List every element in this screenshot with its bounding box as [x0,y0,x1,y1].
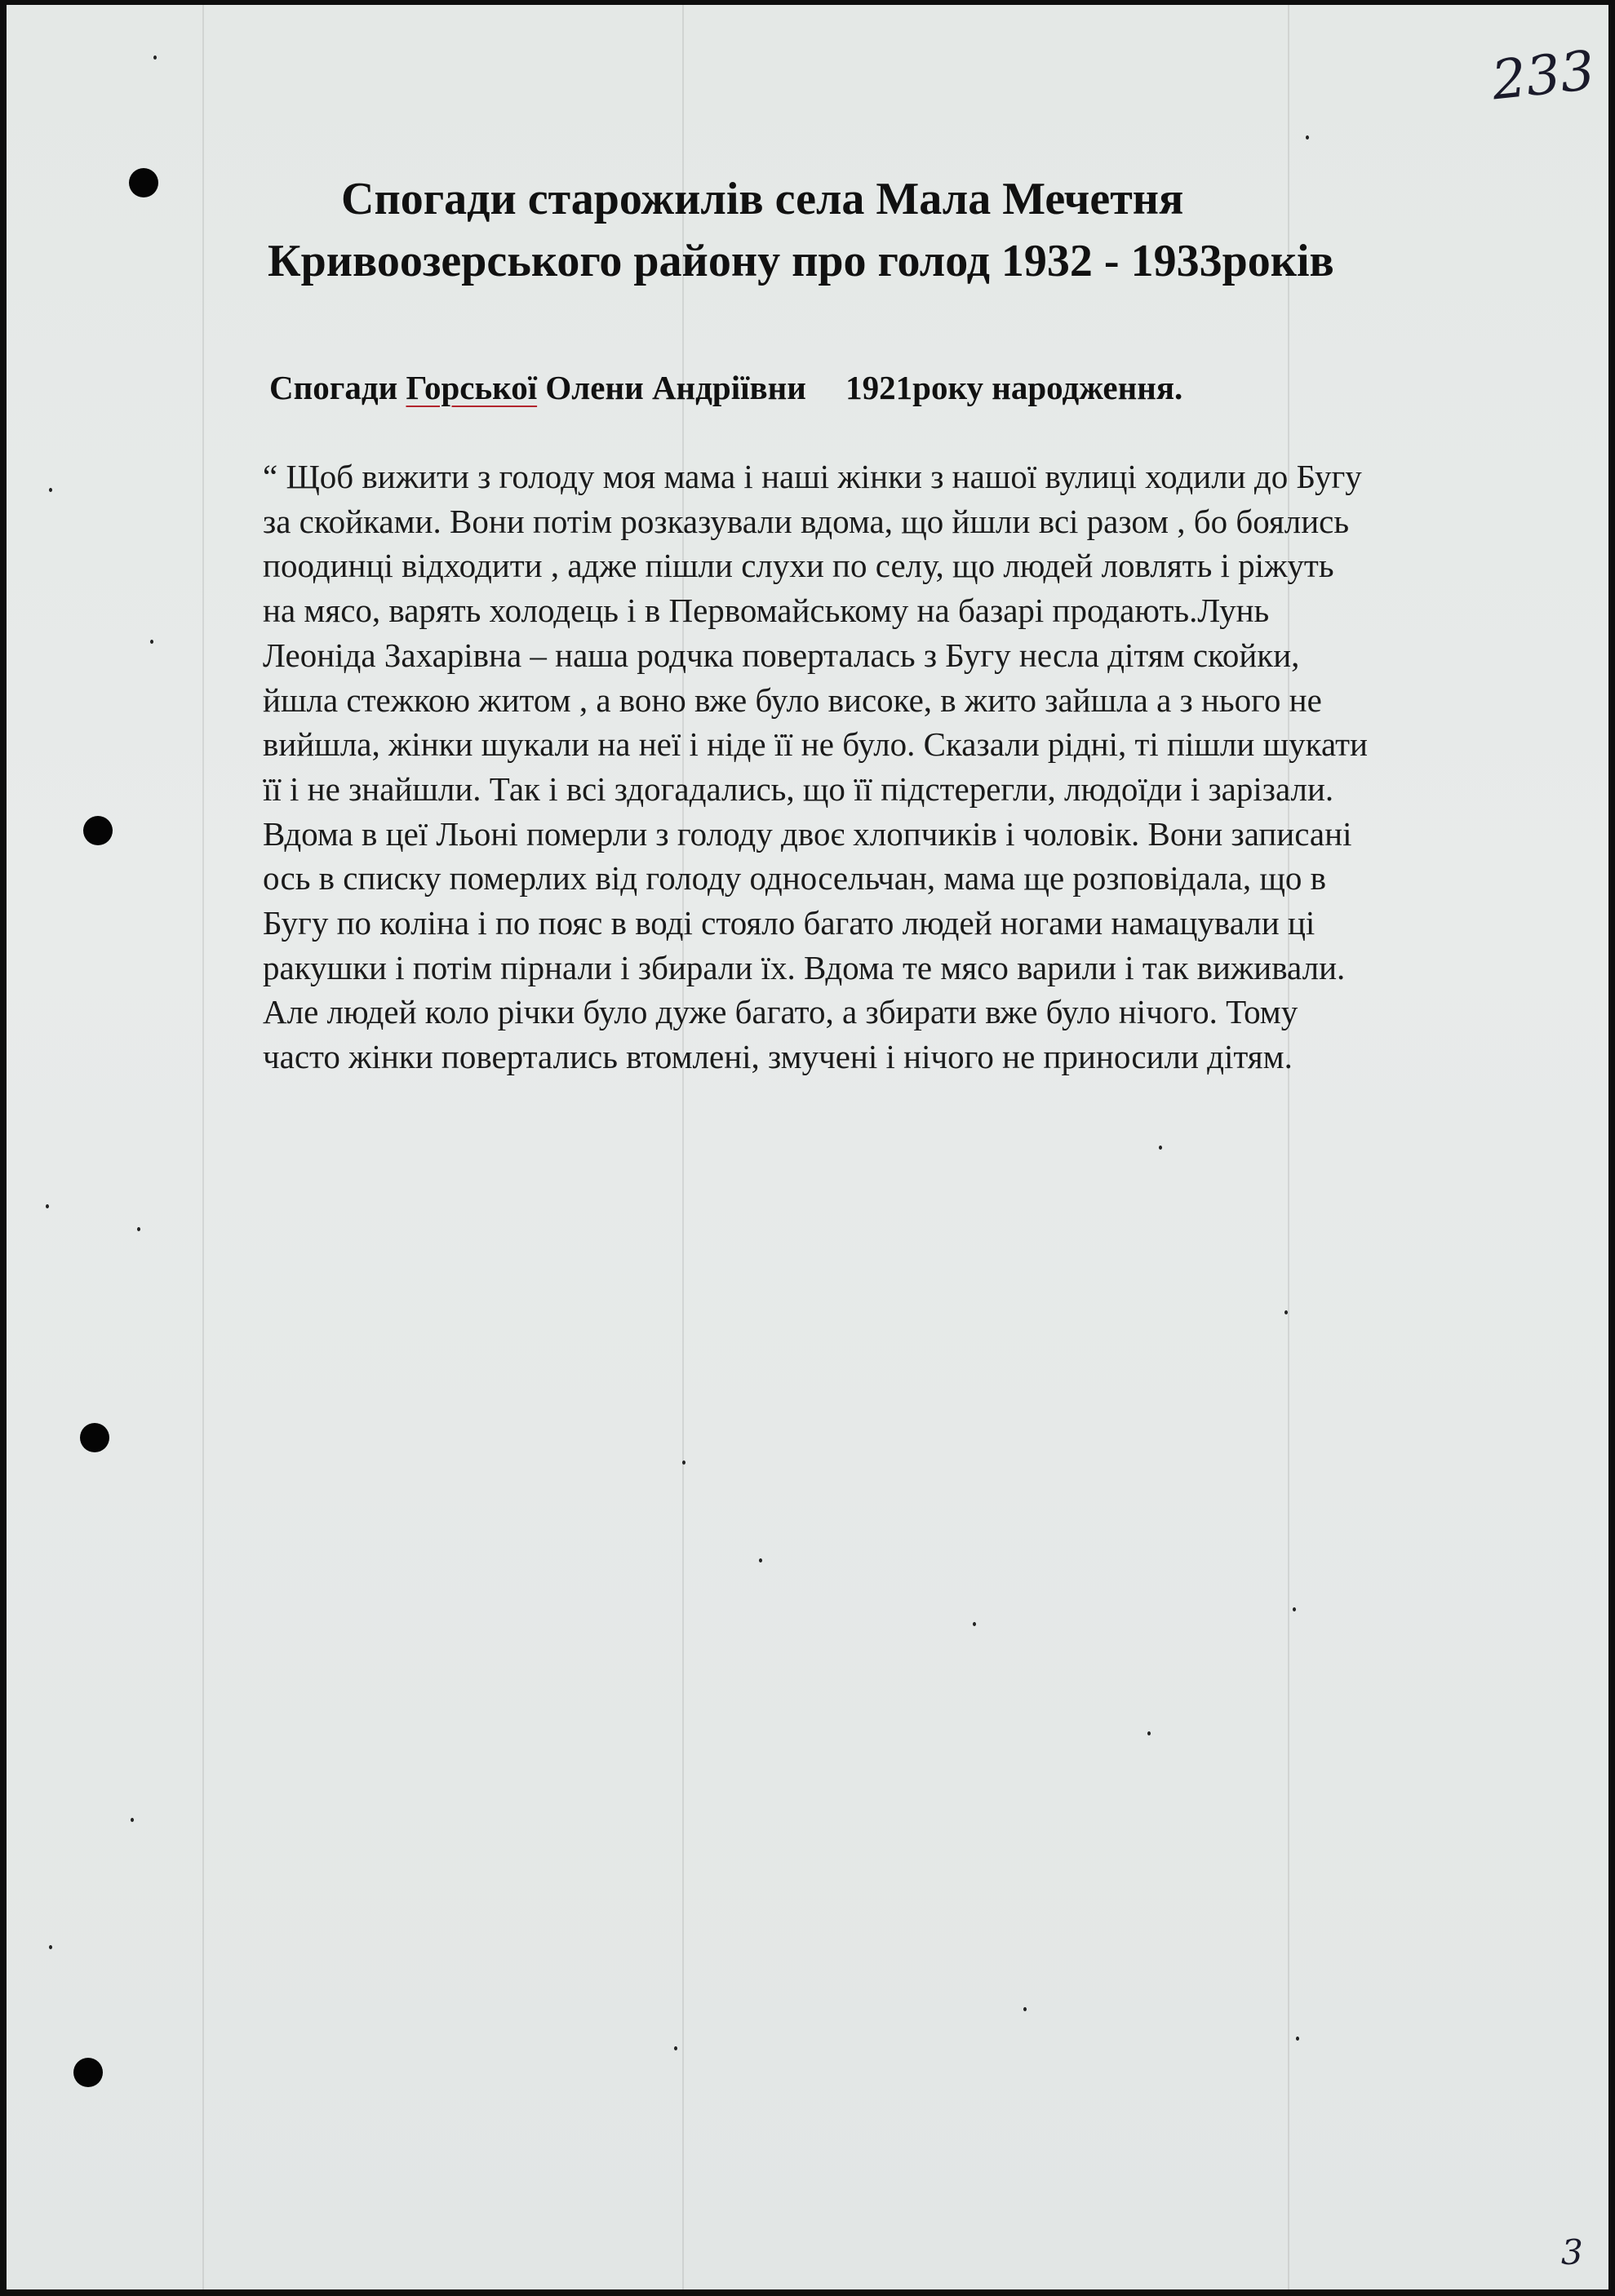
handwritten-sheet-number: 3 [1561,2232,1583,2272]
speck [46,1204,49,1208]
speck [682,1460,685,1465]
text-line: часто жінки повертались втомлені, змучені і нічого не приносили дітям. [263,1038,1293,1076]
author-prefix: Спогади [269,369,398,406]
punch-hole [83,816,113,845]
text-line: ракушки і потім пірнали і збирали їх. Вдома те мясо варили і так виживали. [263,948,1346,986]
text-line: “ Щоб вижити з голоду моя мама і наші жінки з нашої вулиці ходили до Бугу [263,458,1362,495]
author-surname: Горської [406,369,538,406]
speck [49,1945,52,1949]
speck [137,1227,140,1231]
text-line: за скойками. Вони потім розказували вдома, що йшли всі разом , бо боялись [263,502,1350,540]
document-page [7,5,1608,2289]
speck [1284,1310,1288,1314]
punch-hole [80,1423,109,1452]
author-birth-year: 1921року народження. [845,369,1183,406]
title-line-2: Кривоозерського району про голод 1932 - 1933років [268,236,1334,286]
speck [49,488,52,492]
punch-hole [73,2058,103,2087]
text-line: йшла стежкою житом , а воно вже було високе, в жито зайшла а з нього не [263,680,1322,719]
text-line: ось в списку померлих від голоду односельчан, мама ще розповідала, що в [263,859,1327,898]
fold-line [202,5,204,2289]
text-line: вийшла, жінки шукали на неї і ніде її не було. Сказали рідні, ті пішли шукати [263,725,1368,764]
text-line: на мясо, варять холодець і в Первомайському на базарі продають.Лунь [263,592,1270,630]
text-line: поодинці відходити , адже пішли слухи по селу, що людей ловлять і ріжуть [263,547,1334,585]
document-title [211,168,1484,292]
speck [1147,1731,1151,1735]
speck [131,1818,134,1822]
title-line-1: Спогади старожилів села Мала Мечетня [341,174,1184,224]
text-line: її і не знайшли. Так і всі здогадались, що її підстерегли, людоїди і зарізали. [263,769,1334,808]
text-line: Леоніда Захарівна – наша родчка поверталась з Бугу несла дітям скойки, [263,636,1300,674]
speck [674,2046,677,2050]
author-name: Олени Андріївни [545,369,806,406]
punch-hole [129,168,158,197]
text-line: Бугу по коліна і по пояс в воді стояло багато людей ногами намацували ці [263,904,1316,942]
handwritten-page-number: 233 [1489,38,1598,113]
author-heading [269,368,1412,407]
testimony-text [263,454,1536,1079]
speck [150,640,153,644]
speck [1306,135,1309,140]
speck [1293,1607,1296,1611]
speck [1023,2007,1027,2011]
fold-line [1288,5,1289,2289]
speck [759,1558,762,1562]
fold-line [682,5,684,2289]
text-line: Вдома в цеї Льоні померли з голоду двоє хлопчиків і чоловік. Вони записані [263,814,1352,853]
text-line: Але людей коло річки було дуже багато, а збирати вже було нічого. Тому [263,993,1298,1031]
speck [1159,1146,1162,1150]
speck [1296,2037,1299,2041]
speck [973,1622,976,1626]
speck [153,55,157,60]
